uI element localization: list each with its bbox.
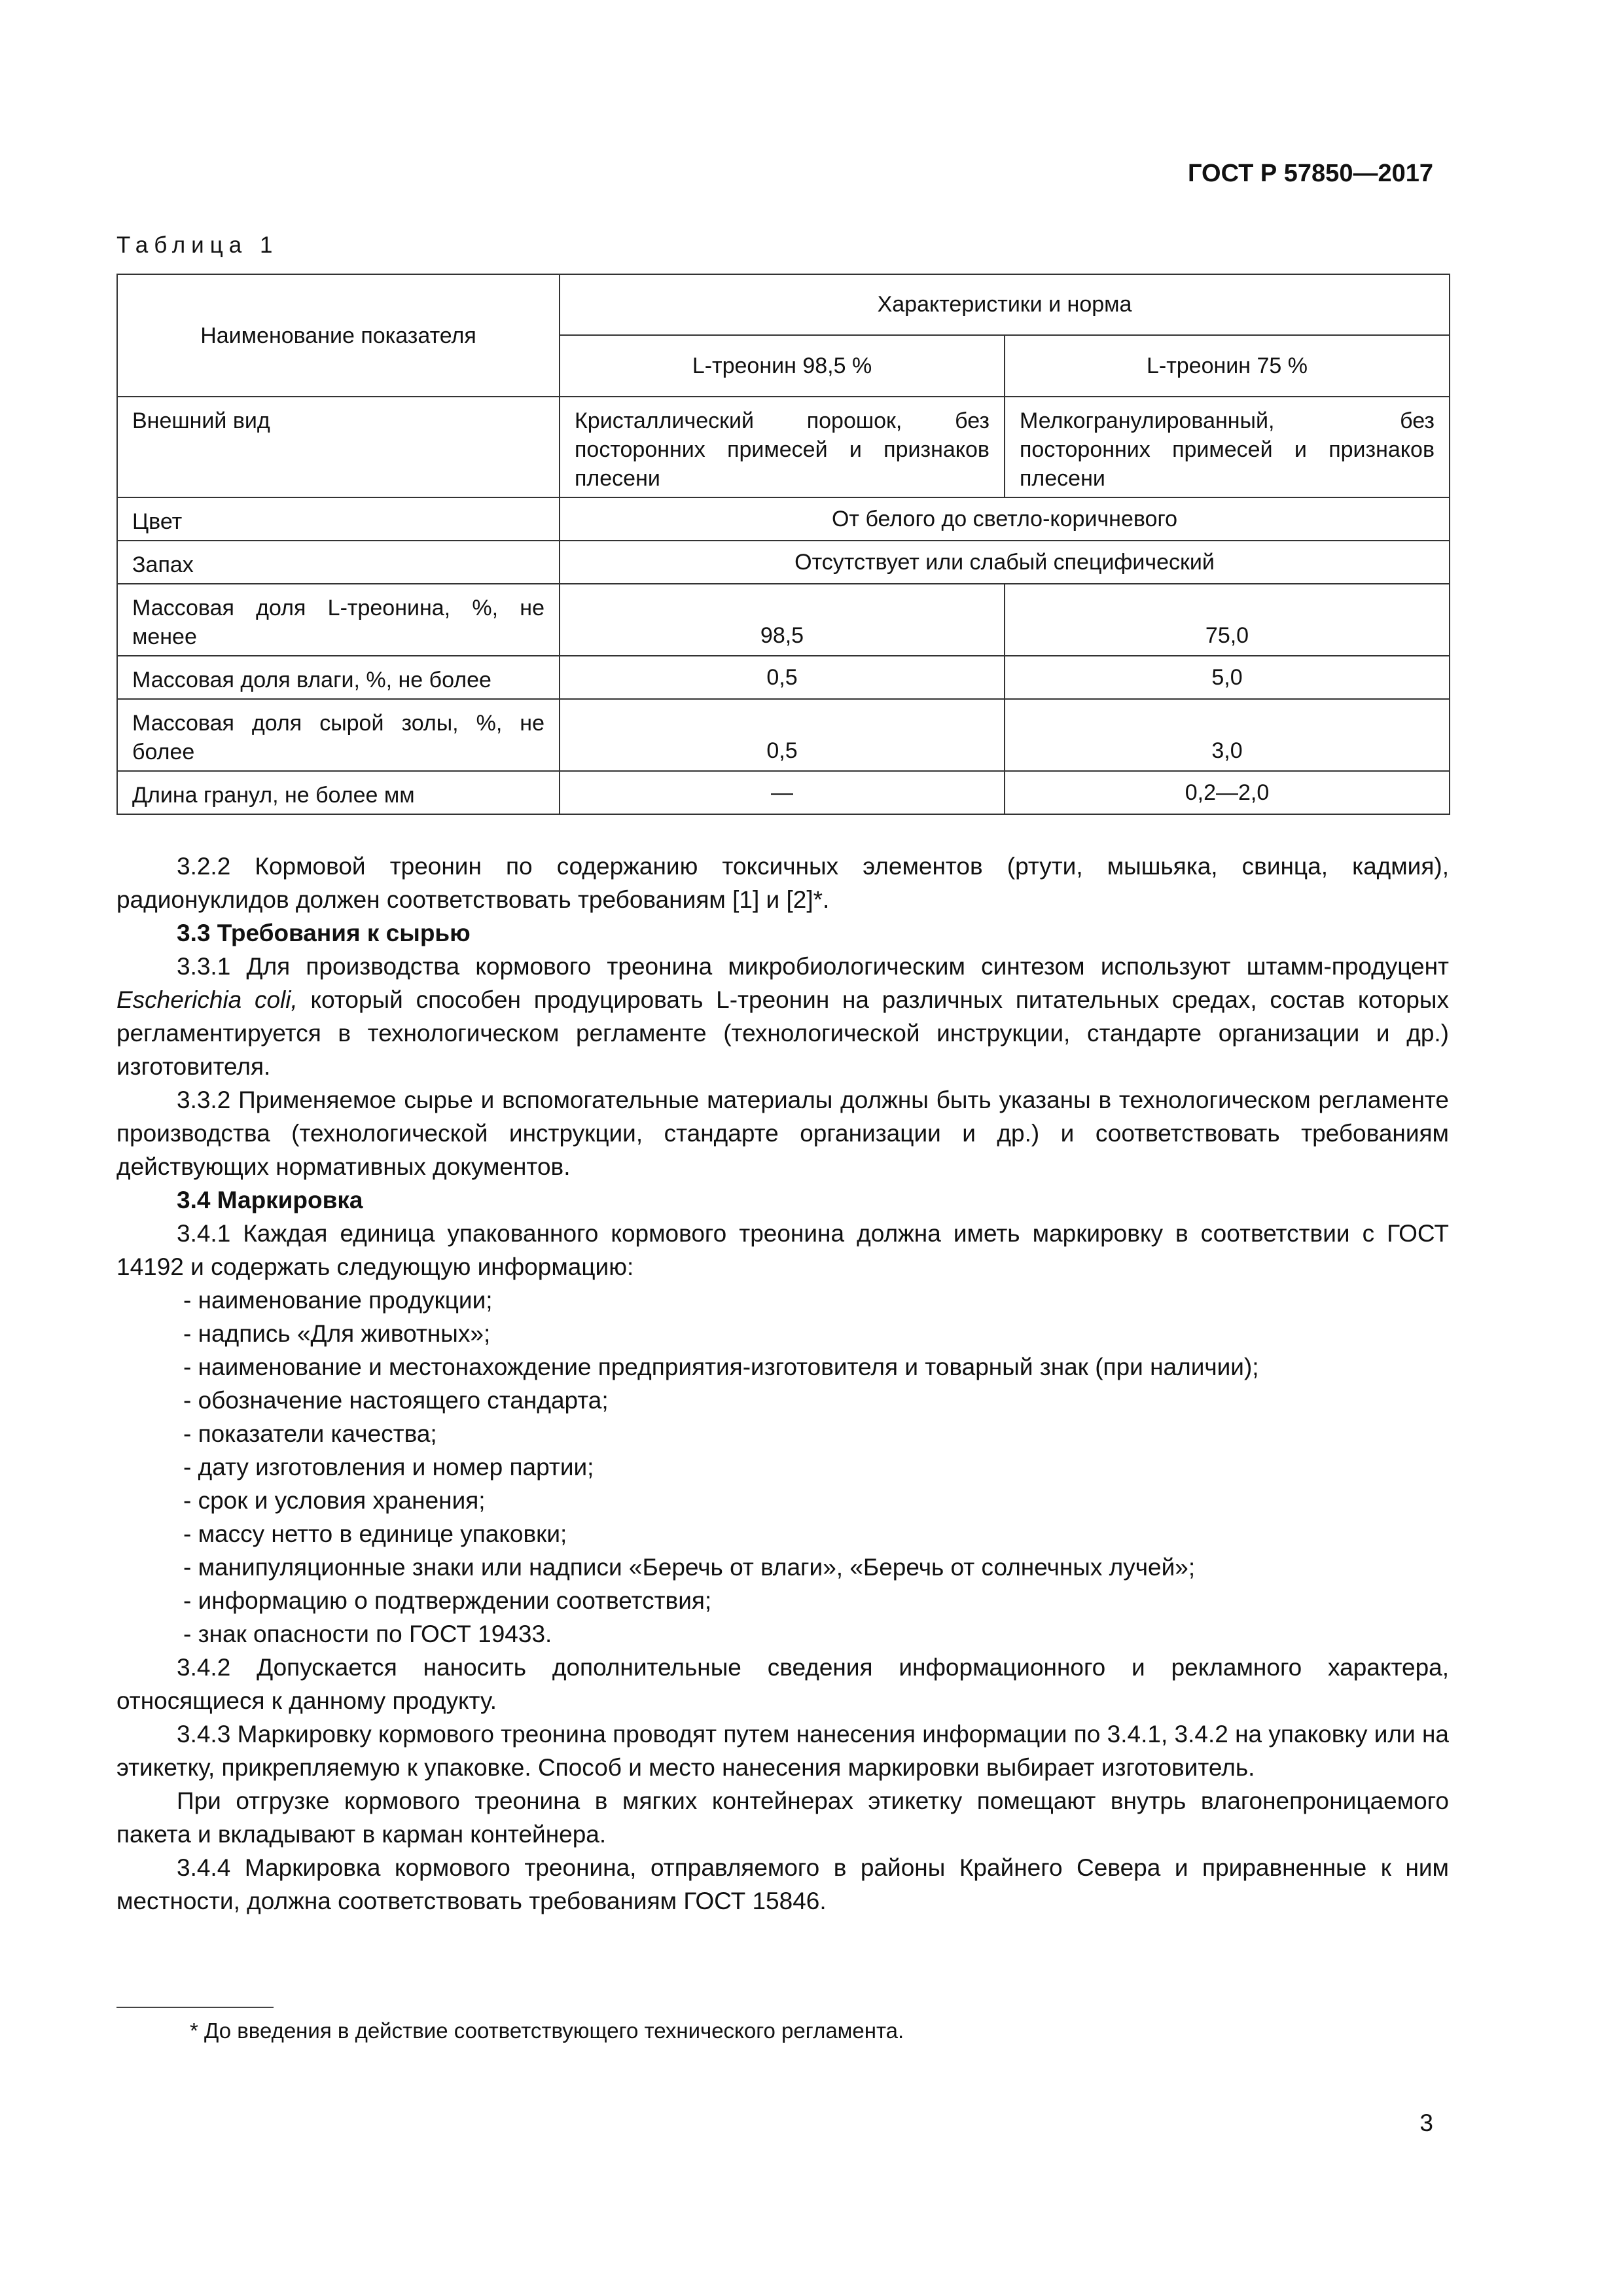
list-item: - наименование и местонахождение предприятия-изготовителя и товарный знак (при наличии);: [183, 1354, 1259, 1380]
table-row: [117, 584, 1450, 656]
paragraph-3-4-4: 3.4.4 Маркировка кормового треонина, отправляемого в районы Крайнего Севера и приравненные к ним местности, должна соответствовать требованиям ГОСТ 15846.: [116, 1854, 1449, 1914]
section-heading-3-4: 3.4 Маркировка: [177, 1187, 363, 1213]
list-item: - знак опасности по ГОСТ 19433.: [183, 1621, 552, 1647]
paragraph-3-4-1: 3.4.1 Каждая единица упакованного кормового треонина должна иметь маркировку в соответствии с ГОСТ 14192 и содержать следующую информацию:: [116, 1220, 1449, 1280]
cell-value: 75,0: [1005, 584, 1450, 656]
row-label: Цвет: [117, 497, 560, 541]
table-row: [117, 656, 1450, 699]
row-label: Массовая доля L-треонина, %, не менее: [117, 584, 560, 656]
cell-value: 3,0: [1005, 699, 1450, 771]
table-row: [117, 699, 1450, 771]
table-row: [117, 541, 1450, 584]
cell-value: Отсутствует или слабый специфический: [560, 541, 1450, 584]
cell-value: 98,5: [560, 584, 1005, 656]
cell-value: Кристаллический порошок, без посторонних примесей и признаков плесени: [560, 397, 1005, 497]
row-label: Массовая доля влаги, %, не более: [117, 656, 560, 699]
paragraph-3-3-1: [116, 950, 1449, 1083]
list-item: - информацию о подтверждении соответствия;: [183, 1587, 712, 1614]
text-run: который способен продуцировать L-треонин на различных питательных средах, состав которых регламентируется в технологическом регламенте (технологической инструкции, стандарте организации и др.) изготовителя.: [116, 986, 1449, 1080]
list-item: - обозначение настоящего стандарта;: [183, 1387, 609, 1414]
paragraph-3-4-3: 3.4.3 Маркировку кормового треонина проводят путем нанесения информации по 3.4.1, 3.4.2 на упаковку или на этикетку, прикрепляемую к упаковке. Способ и место нанесения маркировки выбирает изготовитель.: [116, 1721, 1449, 1781]
document-code: ГОСТ Р 57850—2017: [1188, 160, 1433, 187]
list-item: - срок и условия хранения;: [183, 1487, 486, 1514]
cell-value: От белого до светло-коричневого: [560, 497, 1450, 541]
paragraph-3-4-2: 3.4.2 Допускается наносить дополнительные сведения информационного и рекламного характера, относящиеся к данному продукту.: [116, 1654, 1449, 1714]
row-label: Запах: [117, 541, 560, 584]
list-item: - дату изготовления и номер партии;: [183, 1454, 594, 1480]
paragraph-3-4-3-shipping: При отгрузке кормового треонина в мягких контейнерах этикетку помещают внутрь влагонепроницаемого пакета и вкладывают в карман контейнера.: [116, 1787, 1449, 1848]
text-run: 3.3.1 Для производства кормового треонина микробиологическим синтезом используют штамм-продуцент: [177, 953, 1449, 980]
row-label: Массовая доля сырой золы, %, не более: [117, 699, 560, 771]
header-threonine-98-5: L-треонин 98,5 %: [560, 335, 1005, 397]
list-item: - надпись «Для животных»;: [183, 1320, 491, 1347]
list-item: - массу нетто в единице упаковки;: [183, 1520, 567, 1547]
paragraph-3-2-2: 3.2.2 Кормовой треонин по содержанию токсичных элементов (ртути, мышьяка, свинца, кадмия), радионуклидов должен соответствовать требованиям [1] и [2]*.: [116, 853, 1449, 913]
row-label: Внешний вид: [117, 397, 560, 497]
table-row: [117, 397, 1450, 497]
section-heading-3-3: 3.3 Требования к сырью: [177, 920, 471, 946]
cell-value: —: [560, 771, 1005, 814]
header-threonine-75: L-треонин 75 %: [1005, 335, 1450, 397]
header-characteristics: Характеристики и норма: [560, 274, 1450, 335]
cell-value: 5,0: [1005, 656, 1450, 699]
header-indicator-name: Наименование показателя: [117, 274, 560, 397]
cell-value: Мелкогранулированный, без посторонних примесей и признаков плесени: [1005, 397, 1450, 497]
cell-value: 0,5: [560, 656, 1005, 699]
footnote-divider: [116, 2007, 274, 2008]
table-row: [117, 497, 1450, 541]
footnote: * До введения в действие соответствующего технического регламента.: [190, 2018, 904, 2043]
row-label: Длина гранул, не более мм: [117, 771, 560, 814]
list-item: - показатели качества;: [183, 1420, 437, 1447]
paragraph-3-3-2: 3.3.2 Применяемое сырье и вспомогательные материалы должны быть указаны в технологическом регламенте производства (технологической инструкции, стандарте организации и др.) и соответствовать требованиям действующих нормативных документов.: [116, 1086, 1449, 1180]
table-caption: Таблица 1: [116, 232, 279, 258]
cell-value: 0,2—2,0: [1005, 771, 1450, 814]
list-item: - манипуляционные знаки или надписи «Беречь от влаги», «Беречь от солнечных лучей»;: [183, 1554, 1196, 1581]
table-row: [117, 771, 1450, 814]
organism-name: Escherichia coli,: [116, 986, 298, 1013]
list-item: - наименование продукции;: [183, 1287, 493, 1314]
requirements-table: [116, 274, 1450, 815]
document-body: [116, 850, 1449, 1918]
cell-value: 0,5: [560, 699, 1005, 771]
page-number: 3: [1419, 2109, 1433, 2136]
